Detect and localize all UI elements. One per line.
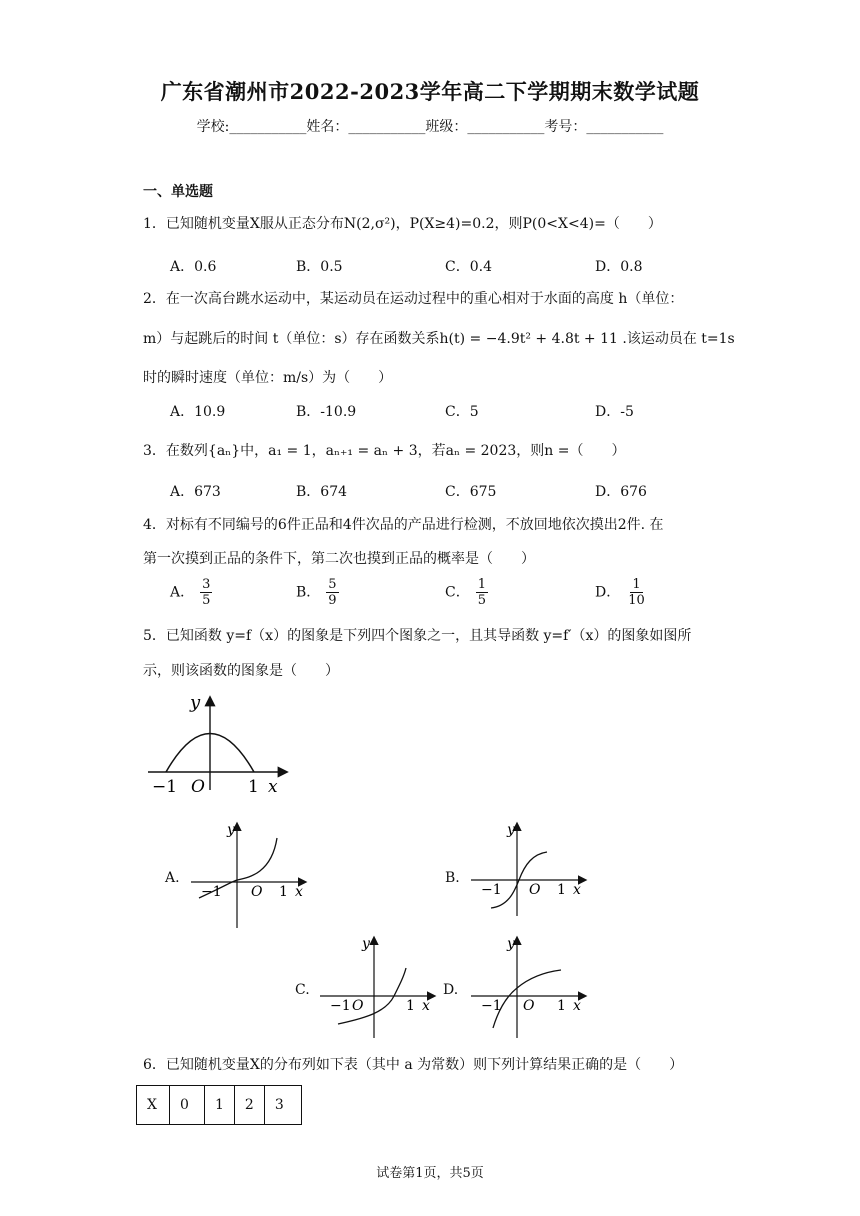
student-info-line: 学校:___________姓名：___________班级：___________考号：___________ — [196, 119, 664, 135]
table-cell: X — [137, 1086, 170, 1125]
section-heading: 一、单选题 — [143, 184, 213, 200]
svg-text:−1: −1 — [330, 998, 351, 1014]
question-3-text: 3．在数列{aₙ}中，a₁ = 1，aₙ₊₁ = aₙ + 3，若aₙ = 2023，则n =（ ） — [143, 443, 626, 459]
svg-text:O: O — [523, 998, 535, 1014]
q5-option-a-label: A. — [165, 870, 180, 886]
q2-option-b: B．-10.9 — [296, 404, 357, 420]
svg-text:O: O — [529, 882, 541, 898]
y-label: y — [190, 692, 201, 713]
question-2-line3: 时的瞬时速度（单位：m/s）为（ ） — [143, 370, 393, 386]
svg-text:1: 1 — [279, 884, 288, 900]
svg-text:−1: −1 — [481, 882, 502, 898]
question-1-text: 1．已知随机变量X服从正态分布N(2,σ²)，P(X≥4)=0.2，则P(0<X<4)=（ ） — [143, 216, 662, 232]
neg1-label: −1 — [152, 777, 178, 797]
q4-option-b: B． $\frac{5}{9}$ — [296, 577, 337, 608]
table-cell: 0 — [170, 1086, 205, 1125]
x-label: x — [268, 777, 278, 797]
svg-text:y: y — [507, 936, 515, 952]
table-cell: 3 — [264, 1086, 301, 1125]
question-5-line1: 5．已知函数 y=f（x）的图象是下列四个图象之一，且其导函数 y=f′（x）的图象如图所 — [143, 628, 692, 644]
svg-text:−1: −1 — [481, 998, 502, 1014]
q4-option-c: C． $\frac{1}{5}$ — [445, 577, 486, 608]
svg-text:x: x — [573, 998, 581, 1014]
q1-option-b: B．0.5 — [296, 259, 343, 275]
q1-option-c: C．0.4 — [445, 259, 492, 275]
derivative-graph — [140, 690, 300, 800]
q3-option-b: B．674 — [296, 484, 348, 500]
q5-option-a-graph — [185, 818, 315, 933]
q5-option-c-graph — [318, 932, 443, 1042]
q4-option-d: D． $\frac{1}{10}$ — [595, 577, 645, 608]
svg-text:x: x — [573, 882, 581, 898]
page-title: 广东省潮州市2022-2023学年高二下学期期末数学试题 — [160, 79, 700, 104]
question-2-line1: 2．在一次高台跳水运动中，某运动员在运动过程中的重心相对于水面的高度 h（单位： — [143, 291, 684, 307]
question-5-line2: 示，则该函数的图象是（ ） — [143, 663, 339, 679]
q5-option-b-graph — [465, 818, 595, 918]
q1-option-d: D．0.8 — [595, 259, 643, 275]
table-cell: 1 — [205, 1086, 235, 1125]
q5-option-b-label: B. — [445, 870, 460, 886]
fraction: $\frac{1}{5}$ — [477, 577, 486, 608]
q5-option-c-label: C. — [295, 982, 310, 998]
q2-option-a: A．10.9 — [170, 404, 226, 420]
q3-option-d: D．676 — [595, 484, 647, 500]
svg-text:y: y — [227, 822, 235, 838]
pos1-label: 1 — [248, 777, 259, 797]
q2-option-d: D．-5 — [595, 404, 634, 420]
distribution-table — [136, 1085, 302, 1125]
page-footer: 试卷第1页，共5页 — [376, 1166, 484, 1181]
svg-text:O: O — [251, 884, 263, 900]
svg-text:y: y — [507, 822, 515, 838]
question-4-line1: 4．对标有不同编号的6件正品和4件次品的产品进行检测，不放回地依次摸出2件. 在 — [143, 517, 664, 533]
fraction: $\frac{5}{9}$ — [328, 577, 337, 608]
q5-option-d-label: D. — [443, 982, 459, 998]
question-6-text: 6．已知随机变量X的分布列如下表（其中 a 为常数）则下列计算结果正确的是（ ） — [143, 1057, 684, 1073]
q2-option-c: C．5 — [445, 404, 479, 420]
table-row — [137, 1086, 302, 1125]
origin-label: O — [191, 777, 205, 797]
fraction: $\frac{3}{5}$ — [202, 577, 211, 608]
q5-option-d-graph — [465, 932, 595, 1042]
svg-text:−1: −1 — [201, 884, 222, 900]
question-2-line2: m）与起跳后的时间 t（单位：s）存在函数关系h(t) = −4.9t² + 4.8t + 11 .该运动员在 t=1s — [143, 331, 735, 347]
table-cell: 2 — [234, 1086, 264, 1125]
svg-text:y: y — [362, 936, 370, 952]
question-4-line2: 第一次摸到正品的条件下，第二次也摸到正品的概率是（ ） — [143, 551, 535, 567]
svg-text:1: 1 — [406, 998, 415, 1014]
q4-option-a: A． $\frac{3}{5}$ — [170, 577, 211, 608]
q3-option-c: C．675 — [445, 484, 497, 500]
q3-option-a: A．673 — [170, 484, 221, 500]
svg-text:x: x — [422, 998, 430, 1014]
svg-text:O: O — [352, 998, 364, 1014]
svg-text:1: 1 — [557, 998, 566, 1014]
q1-option-a: A．0.6 — [170, 259, 217, 275]
svg-text:1: 1 — [557, 882, 566, 898]
fraction: $\frac{1}{10}$ — [628, 577, 645, 608]
svg-text:x: x — [295, 884, 303, 900]
